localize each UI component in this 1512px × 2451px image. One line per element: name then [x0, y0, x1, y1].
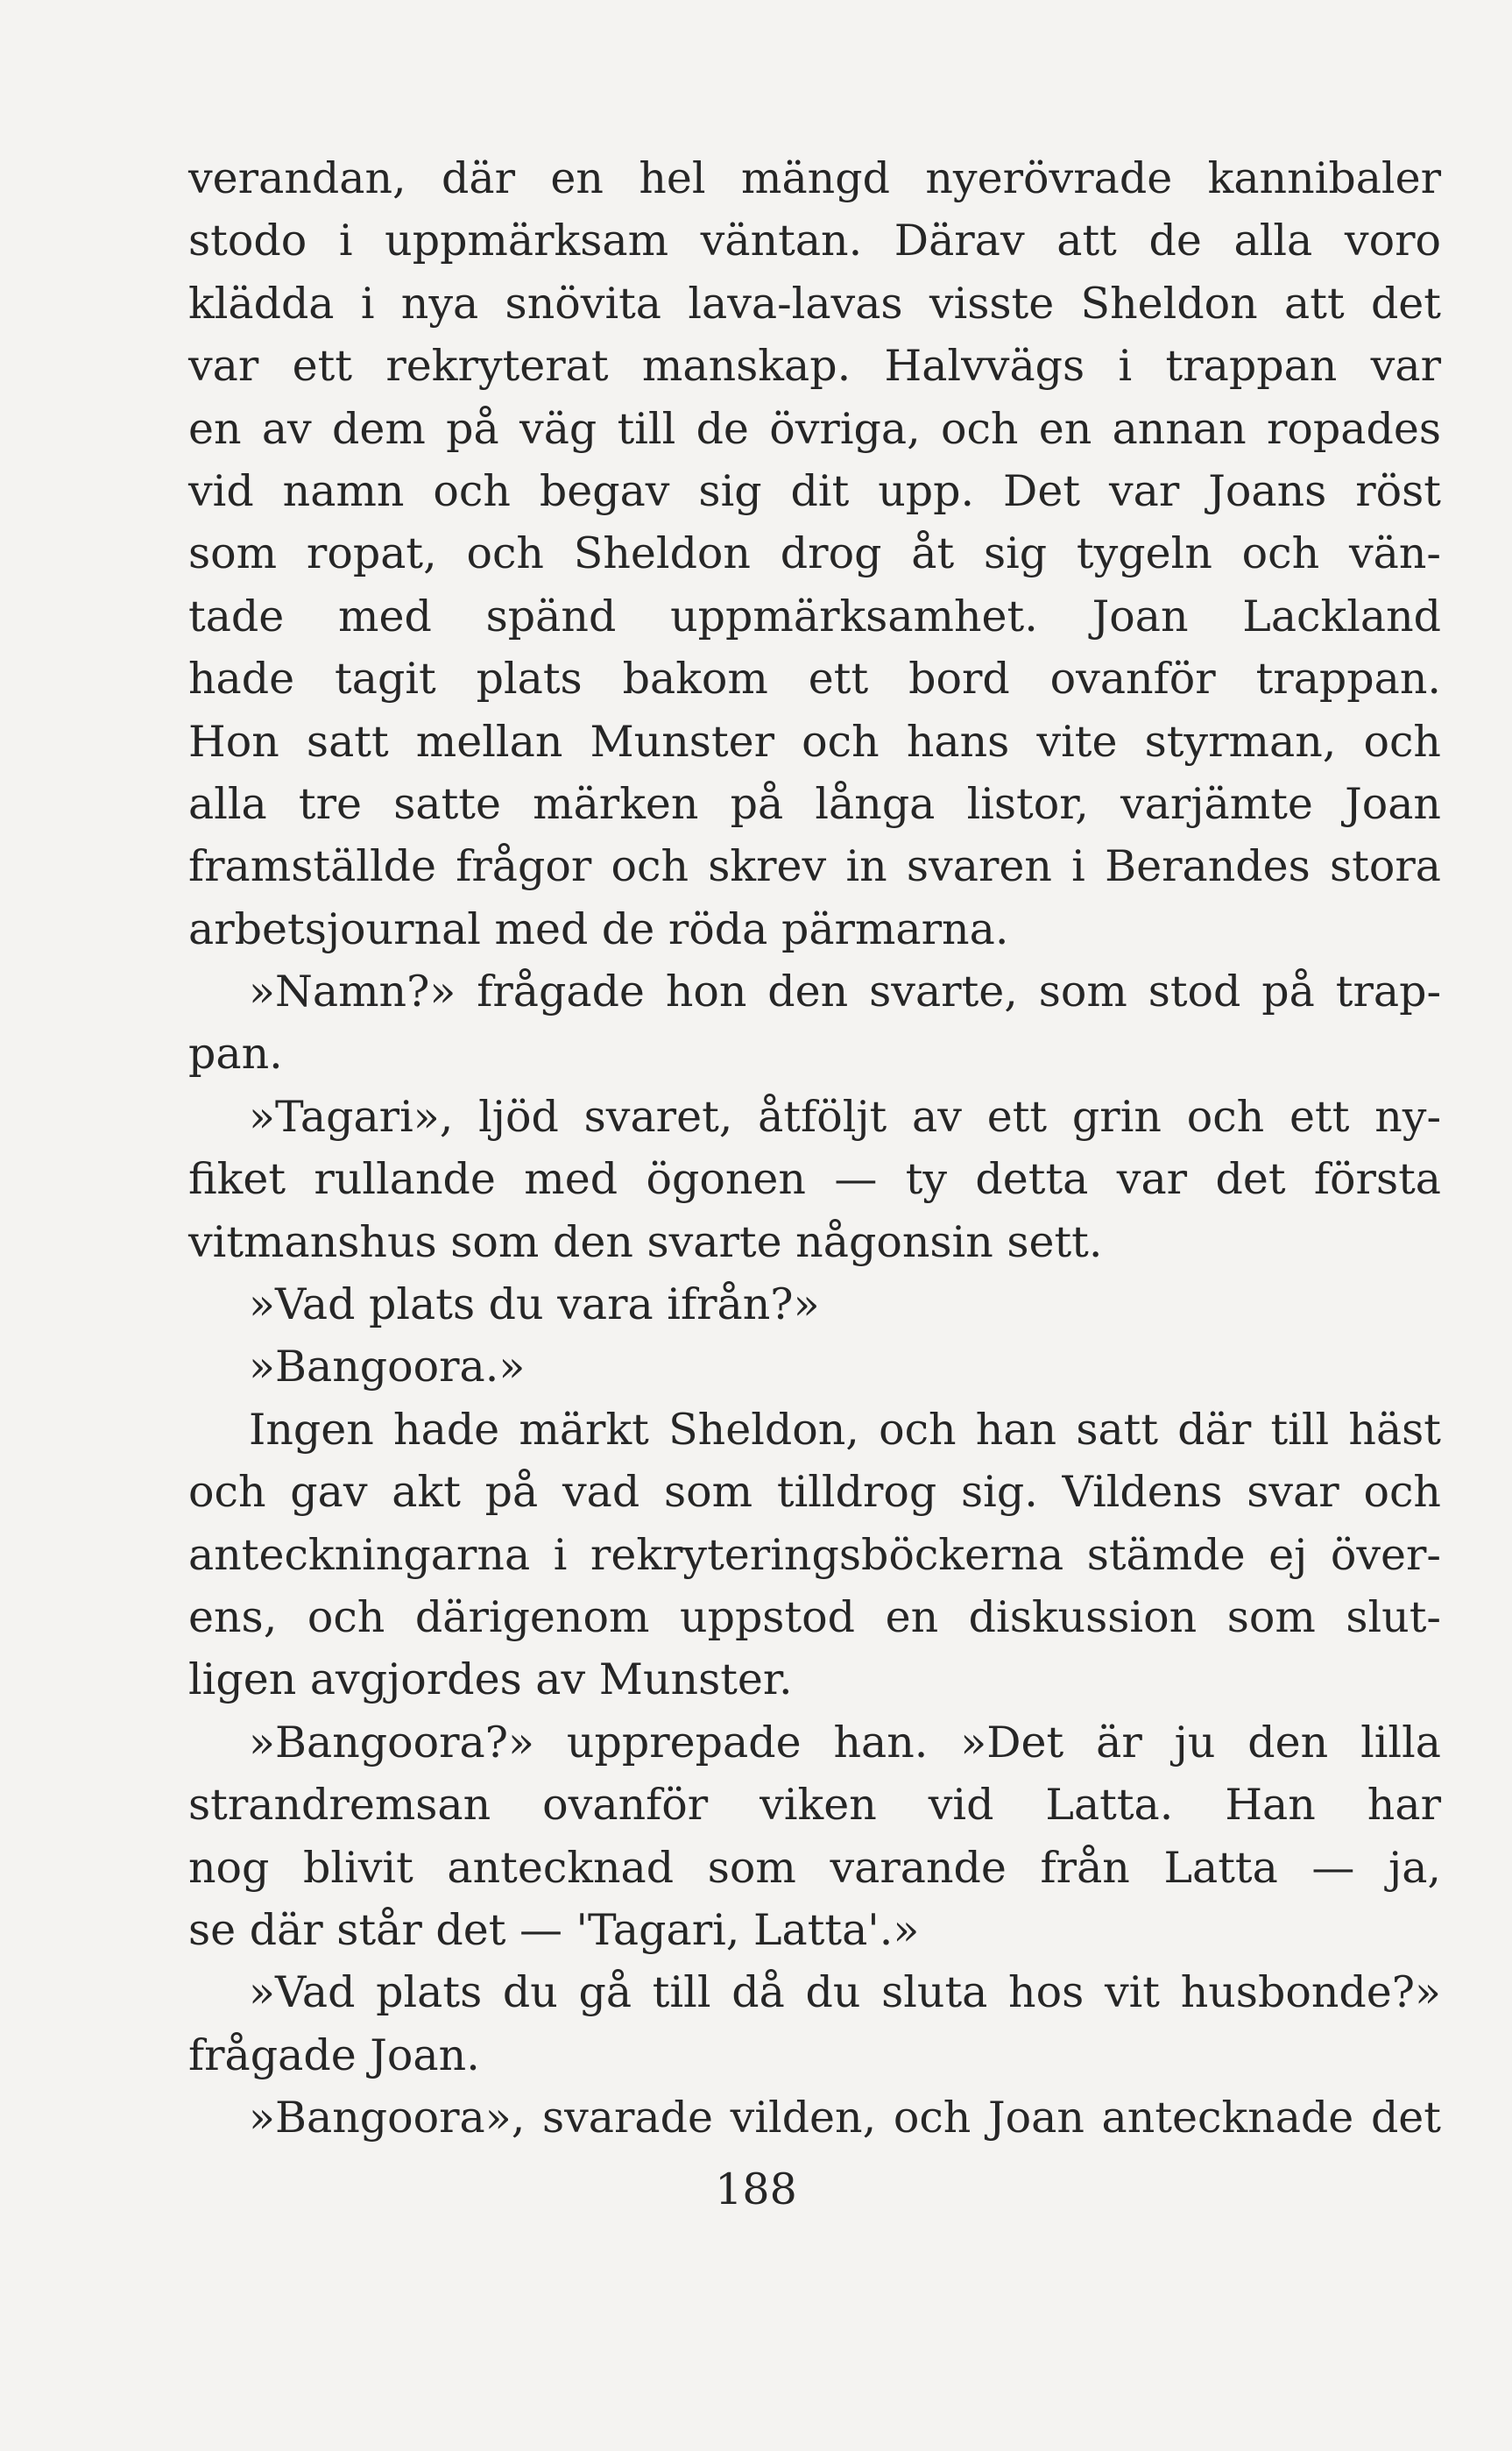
text-line: och gav akt på vad som tilldrog sig. Vildens svar och [188, 1467, 1441, 1518]
text-line: stodo i uppmärksam väntan. Därav att de alla voro [188, 216, 1441, 266]
text-line: fiket rullande med ögonen — ty detta var det första [188, 1154, 1441, 1205]
text-line: pan. [188, 1029, 283, 1080]
body-text [188, 147, 1441, 2150]
text-line: verandan, där en hel mängd nyerövrade kannibaler [188, 153, 1441, 203]
text-line: som ropat, och Sheldon drog åt sig tygeln och vän- [188, 528, 1441, 579]
text-line: hade tagit plats bakom ett bord ovanför trappan. [188, 654, 1441, 705]
text-line: vitmanshus som den svarte någonsin sett. [188, 1216, 1103, 1267]
text-line: ens, och därigenom uppstod en diskussion som slut- [188, 1591, 1441, 1642]
text-line: en av dem på väg till de övriga, och en annan ropades [188, 403, 1441, 454]
text-line: tade med spänd uppmärksamhet. Joan Lackland [188, 591, 1441, 641]
text-line: »Vad plats du vara ifrån?» [249, 1279, 820, 1330]
text-line: strandremsan ovanför viken vid Latta. Han har [188, 1780, 1441, 1831]
text-line: nog blivit antecknad som varande från Latta — ja, [188, 1842, 1441, 1893]
text-line: var ett rekryterat manskap. Halvvägs i trappan var [188, 341, 1441, 392]
text-line: »Bangoora», svarade vilden, och Joan antecknade det [249, 2093, 1441, 2143]
text-line: klädda i nya snövita lava-lavas visste Sheldon att det [188, 278, 1441, 329]
text-line: Hon satt mellan Munster och hans vite styrman, och [188, 716, 1441, 767]
text-line: frågade Joan. [188, 2030, 480, 2080]
text-line: »Vad plats du gå till då du sluta hos vit husbonde?» [249, 1967, 1441, 2018]
text-line: »Namn?» frågade hon den svarte, som stod på trap- [249, 967, 1441, 1017]
text-line: framställde frågor och skrev in svaren i Berandes stora [188, 841, 1441, 892]
text-line: vid namn och begav sig dit upp. Det var Joans röst [188, 465, 1441, 516]
text-line: »Bangoora?» upprepade han. »Det är ju den lilla [249, 1717, 1441, 1767]
text-line: alla tre satte märken på långa listor, varjämte Joan [188, 778, 1441, 829]
text-line: Ingen hade märkt Sheldon, och han satt där till häst [249, 1404, 1441, 1455]
page-number: 188 [715, 2164, 797, 2214]
text-line: »Tagari», ljöd svaret, åtföljt av ett grin och ett ny- [249, 1091, 1441, 1142]
text-line: »Bangoora.» [249, 1342, 526, 1392]
text-line: ligen avgjordes av Munster. [188, 1654, 793, 1705]
text-line: se där står det — 'Tagari, Latta'.» [188, 1904, 920, 1955]
text-line: arbetsjournal med de röda pärmarna. [188, 903, 1009, 954]
text-line: anteckningarna i rekryteringsböckerna stämde ej över- [188, 1529, 1441, 1580]
